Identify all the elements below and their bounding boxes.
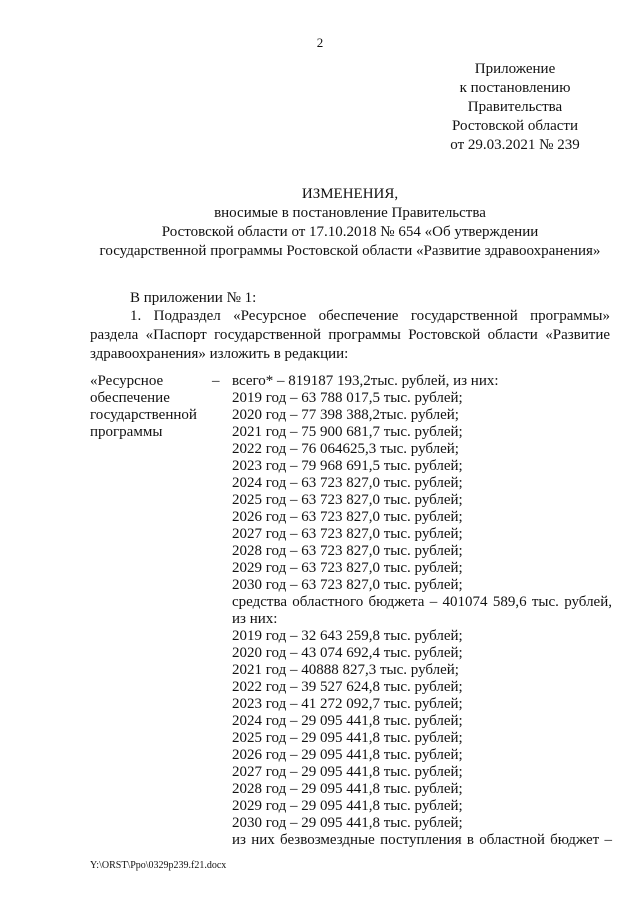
appendix-line: Приложение [474, 61, 556, 77]
funding-line: 2022 год – 76 064625,3 тыс. рублей; [232, 441, 459, 457]
funding-line: из них безвозмездные поступления в областной бюджет – [232, 832, 612, 848]
file-path-footer: Y:\ORST\Ppo\0329p239.f21.docx [90, 860, 227, 871]
funding-line: 2024 год – 29 095 441,8 тыс. рублей; [232, 713, 463, 729]
funding-line: всего* – 819187 193,2тыс. рублей, из них: [232, 373, 499, 389]
funding-line: 2025 год – 63 723 827,0 тыс. рублей; [232, 492, 463, 508]
page-number: 2 [316, 35, 324, 50]
funding-line: 2030 год – 29 095 441,8 тыс. рублей; [232, 815, 463, 831]
intro-text: В приложении № 1: [130, 290, 257, 306]
section-label-line: государственной [90, 407, 197, 423]
funding-line: 2022 год – 39 527 624,8 тыс. рублей; [232, 679, 463, 695]
paragraph-line: раздела «Паспорт государственной программы Ростовской области «Развитие [90, 327, 610, 343]
funding-line: 2030 год – 63 723 827,0 тыс. рублей; [232, 577, 463, 593]
section-label-line: «Ресурсное [90, 373, 164, 389]
funding-line: 2020 год – 43 074 692,4 тыс. рублей; [232, 645, 463, 661]
heading-title: ИЗМЕНЕНИЯ, [301, 186, 399, 202]
heading-line: Ростовской области от 17.10.2018 № 654 «Об утверждении [161, 224, 539, 240]
funding-line: 2021 год – 40888 827,3 тыс. рублей; [232, 662, 459, 678]
funding-line: средства областного бюджета – 401074 589,6 тыс. рублей, [232, 594, 612, 610]
funding-line: 2026 год – 63 723 827,0 тыс. рублей; [232, 509, 463, 525]
appendix-line: от 29.03.2021 № 239 [450, 137, 580, 153]
heading-line: государственной программы Ростовской области «Развитие здравоохранения» [99, 243, 601, 259]
funding-line: 2029 год – 29 095 441,8 тыс. рублей; [232, 798, 463, 814]
appendix-line: Ростовской области [452, 118, 578, 134]
section-label-line: программы [90, 424, 163, 440]
funding-line: 2029 год – 63 723 827,0 тыс. рублей; [232, 560, 463, 576]
funding-line: 2019 год – 63 788 017,5 тыс. рублей; [232, 390, 463, 406]
funding-line: 2028 год – 29 095 441,8 тыс. рублей; [232, 781, 463, 797]
paragraph-line: 1. Подраздел «Ресурсное обеспечение государственной программы» [130, 308, 610, 324]
funding-line: 2028 год – 63 723 827,0 тыс. рублей; [232, 543, 463, 559]
funding-line: из них: [232, 611, 278, 627]
funding-line: 2025 год – 29 095 441,8 тыс. рублей; [232, 730, 463, 746]
separator-dash: – [212, 373, 220, 389]
funding-line: 2024 год – 63 723 827,0 тыс. рублей; [232, 475, 463, 491]
funding-line: 2026 год – 29 095 441,8 тыс. рублей; [232, 747, 463, 763]
appendix-line: Правительства [467, 99, 563, 115]
appendix-line: к постановлению [459, 80, 571, 96]
funding-list [232, 373, 612, 849]
paragraph-line: здравоохранения» изложить в редакции: [90, 346, 349, 362]
funding-line: 2023 год – 79 968 691,5 тыс. рублей; [232, 458, 463, 474]
funding-line: 2027 год – 63 723 827,0 тыс. рублей; [232, 526, 463, 542]
section-label [90, 373, 220, 441]
document-heading [60, 185, 640, 261]
section-label-line: обеспечение [90, 390, 170, 406]
funding-line: 2019 год – 32 643 259,8 тыс. рублей; [232, 628, 463, 644]
funding-line: 2027 год – 29 095 441,8 тыс. рублей; [232, 764, 463, 780]
funding-line: 2021 год – 75 900 681,7 тыс. рублей; [232, 424, 463, 440]
appendix-block [430, 60, 600, 155]
instruction-paragraph [90, 307, 610, 364]
funding-line: 2020 год – 77 398 388,2тыс. рублей; [232, 407, 459, 423]
heading-line: вносимые в постановление Правительства [214, 205, 486, 221]
funding-line: 2023 год – 41 272 092,7 тыс. рублей; [232, 696, 463, 712]
